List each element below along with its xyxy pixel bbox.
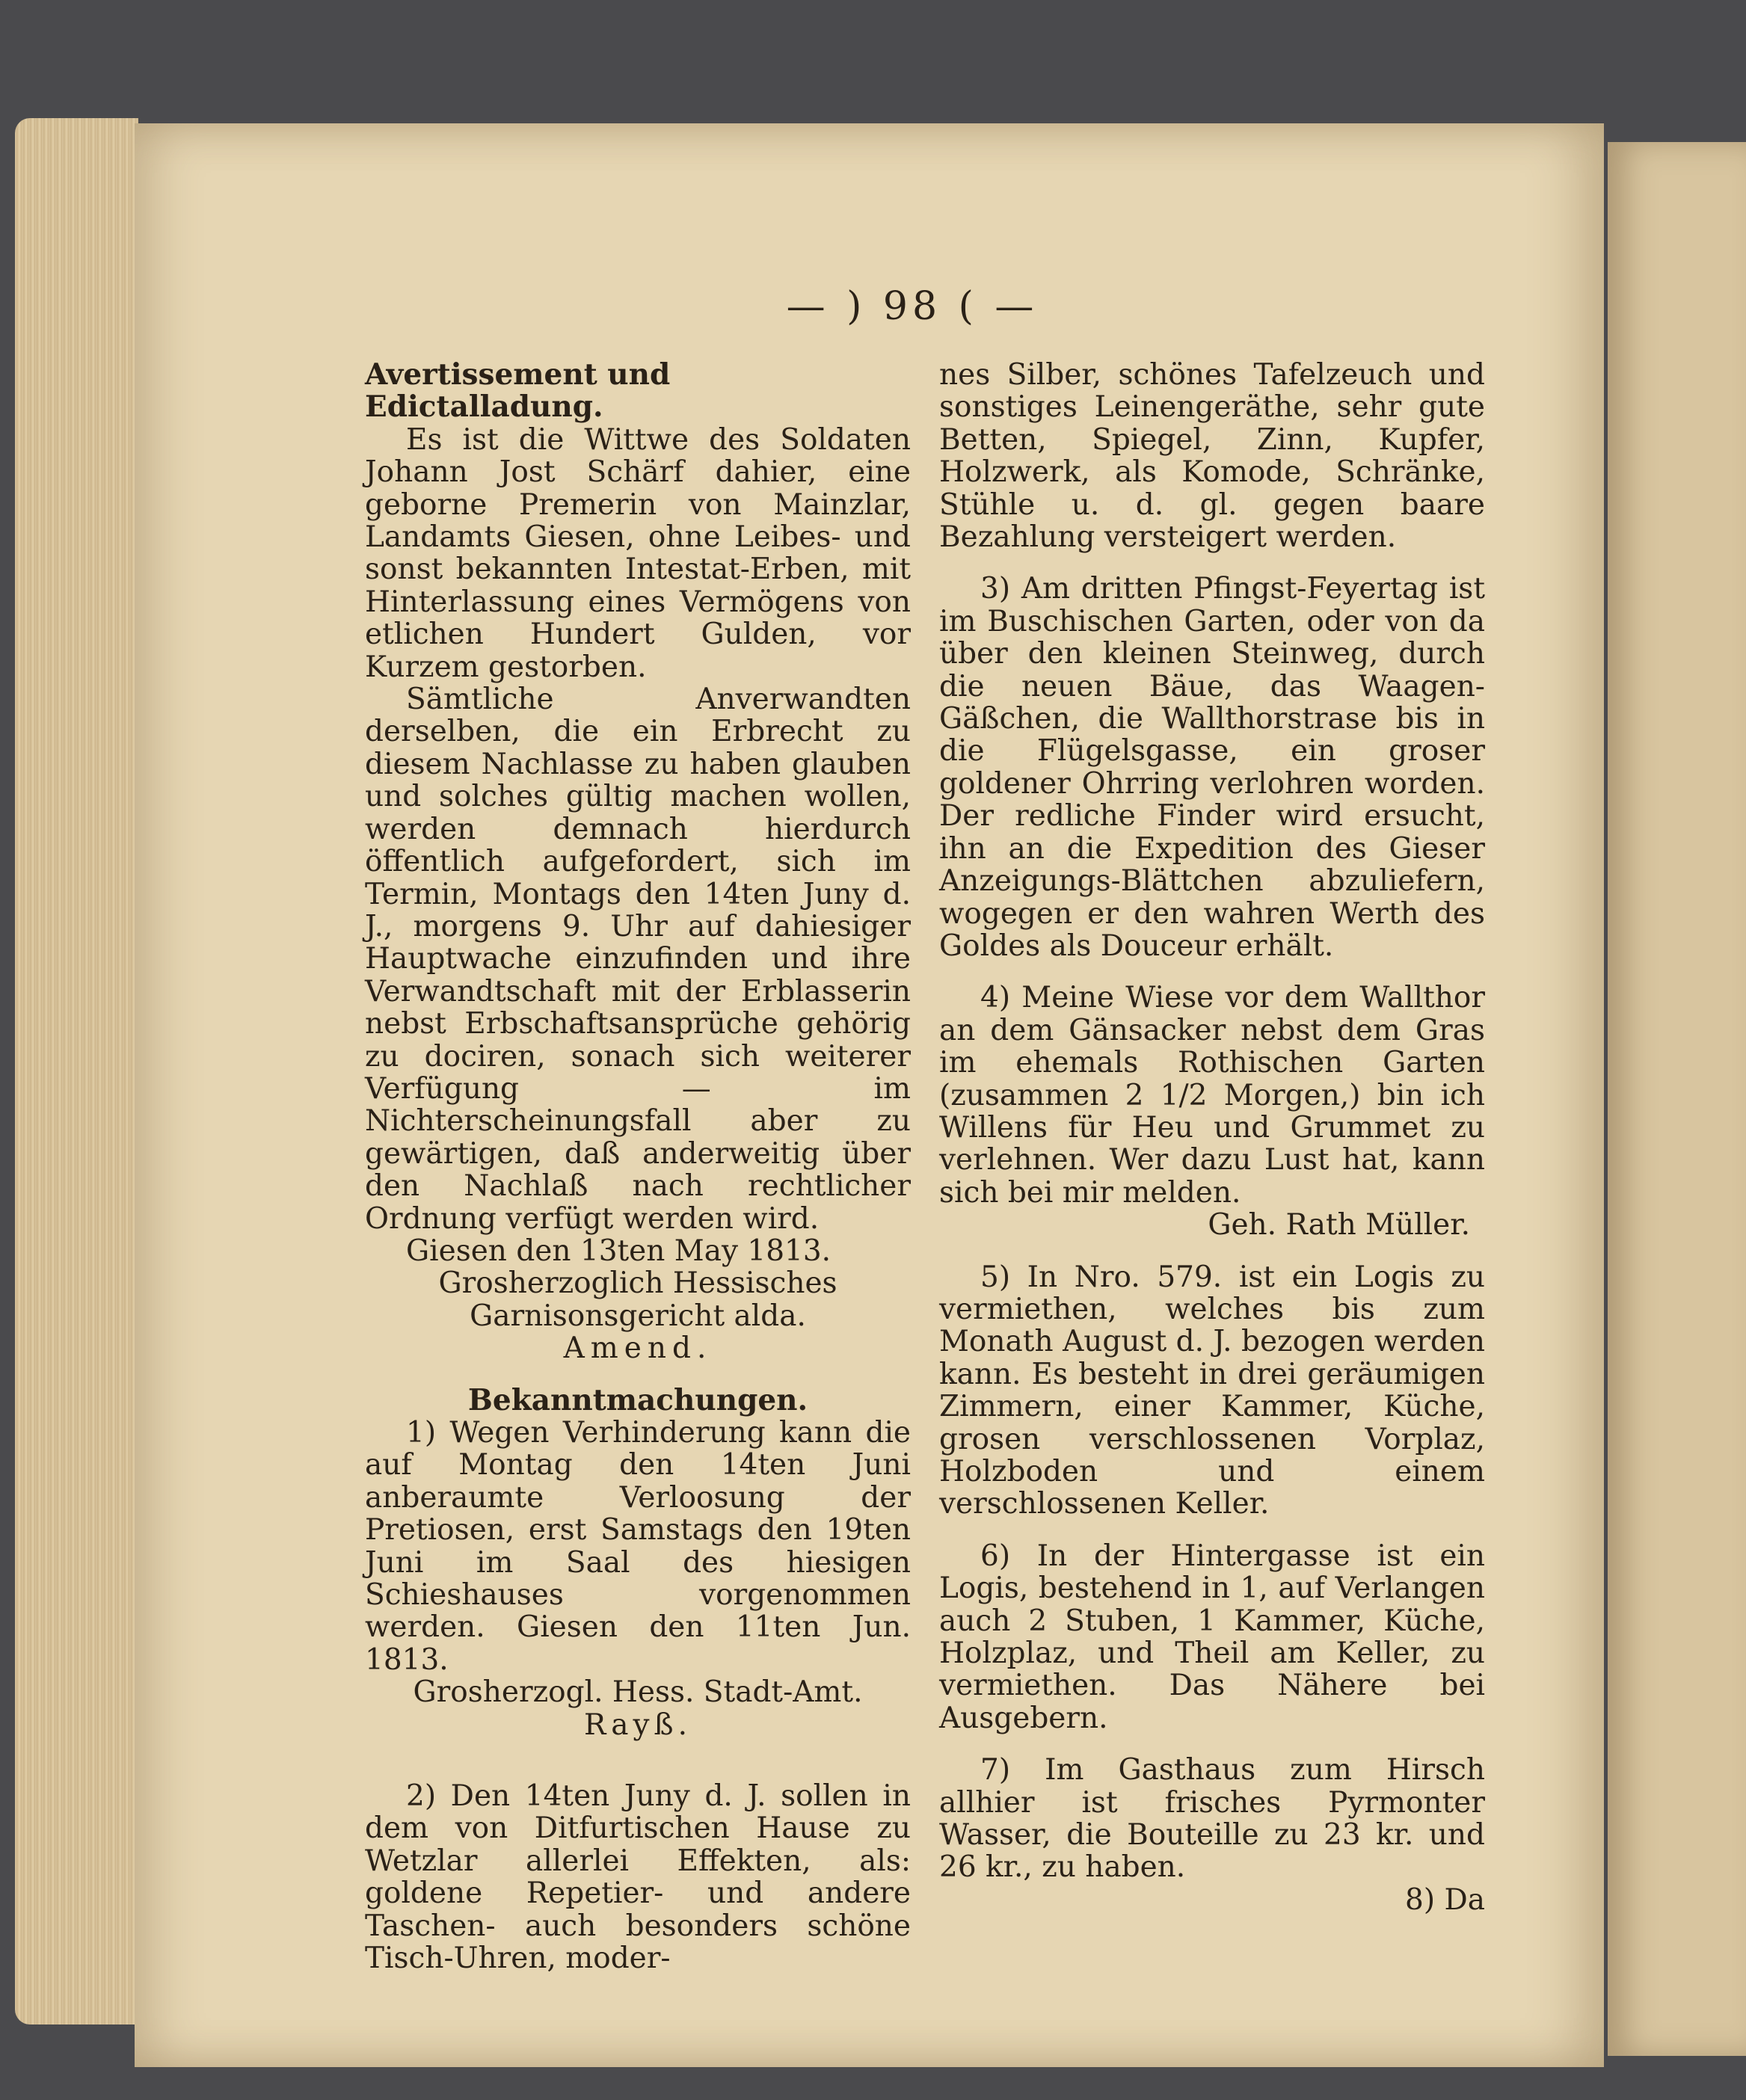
paragraph: Sämtliche Anverwandten derselben, die ein Erbrecht zu diesem Nachlasse zu haben glauben und solches gültig machen wollen, werden demnach hierdurch öffentlich aufgefordert, sich im Termin, Montags den 14ten Juny d. J., morgens 9. Uhr auf dahiesiger Hauptwache einzufinden und ihre Verwandtschaft mit der Erblasserin nebst Erbschaftsansprüche gehörig zu dociren, sonach sich weiterer Verfügung — im Nichterscheinungsfall aber zu gewärtigen, daß anderweitig über den Nachlaß nach rechtlicher Ordnung verfügt werden wird. <box>365 683 911 1236</box>
page-number: — ) 98 ( — <box>786 284 1039 329</box>
notice-7: 7) Im Gasthaus zum Hirsch allhier ist frisches Pyrmonter Wasser, die Bouteille zu 23 kr. und 26 kr., zu haben. <box>939 1753 1485 1885</box>
signature-name: Amend. <box>563 1331 713 1366</box>
signature-stadtamt: Grosherzogl. Hess. Stadt-Amt. <box>413 1675 863 1710</box>
heading-avertissement: Avertissement und Edictalladung. <box>365 357 671 425</box>
signature-name: Rayß. <box>584 1708 692 1742</box>
notice-1: 1) Wegen Verhinderung kann die auf Montag den 14ten Juni anberaumte Verloosung der Pretiosen, erst Samstags den 19ten Juni im Saal des hiesigen Schieshauses vorgenommen werden. Giesen den 11ten Jun. 1813. <box>365 1416 911 1677</box>
paragraph: Es ist die Wittwe des Soldaten Johann Jost Schärf dahier, eine geborne Premerin von Mainzlar, Landamts Giesen, ohne Leibes- und sonst bekannten Intestat-Erben, mit Hinterlassung eines Vermögens von etlichen Hundert Gulden, vor Kurzem gestorben. <box>365 422 911 684</box>
notice-5: 5) In Nro. 579. ist ein Logis zu vermiethen, welches bis zum Monath August d. J. bezogen werden kann. Es besteht in drei geräumigen Zimmern, einer Kammer, Küche, grosen verschlossenen Vorplaz, Holzboden und einem verschlossenen Keller. <box>939 1260 1485 1521</box>
notice-4: 4) Meine Wiese vor dem Wallthor an dem Gänsacker nebst dem Gras im ehemals Rothischen Garten (zusammen 2 1/2 Morgen,) bin ich Willens für Heu und Grummet zu verlehnen. Wer dazu Lust hat, kann sich bei mir melden. <box>939 981 1485 1210</box>
heading-bekanntmachungen: Bekanntmachungen. <box>467 1382 808 1417</box>
date-line: Giesen den 13ten May 1813. <box>406 1234 831 1268</box>
signature-mueller: Geh. Rath Müller. <box>1208 1208 1470 1243</box>
book-page-edges <box>15 118 138 2024</box>
notice-6: 6) In der Hintergasse ist ein Logis, bestehend in 1, auf Verlangen auch 2 Stuben, 1 Kammer, Küche, Holzplaz, und Theil am Keller, zu vermiethen. Das Nähere bei Ausgebern. <box>939 1539 1485 1735</box>
notice-2-continued: nes Silber, schönes Tafelzeuch und sonstiges Leinengeräthe, sehr gute Betten, Spiegel, Zinn, Kupfer, Holzwerk, als Komode, Schränke, Stühle u. d. gl. gegen baare Bezahlung versteigert werden. <box>939 358 1485 555</box>
left-column <box>365 359 911 1975</box>
notice-3: 3) Am dritten Pfingst-Feyertag ist im Buschischen Garten, oder von da über den kleinen Steinweg, durch die neuen Bäue, das Waagen-Gäßchen, die Wallthorstrase bis in die Flügelsgasse, ein groser goldener Ohrring verlohren worden. Der redliche Finder wird ersucht, ihn an die Expedition des Gieser Anzeigungs-Blättchen abzuliefern, wogegen er den wahren Werth des Goldes als Douceur erhält. <box>939 572 1485 963</box>
signature-court: Grosherzoglich Hessisches Garnisonsgericht alda. <box>438 1266 837 1333</box>
catchword: 8) Da <box>1405 1882 1485 1917</box>
facing-page <box>1608 142 1746 2056</box>
notice-2: 2) Den 14ten Juny d. J. sollen in dem von Ditfurtischen Hause zu Wetzlar allerlei Effekten, als: goldene Repetier- und andere Taschen- auch besonders schöne Tisch-Uhren, moder- <box>365 1779 911 1976</box>
right-column <box>939 359 1485 1916</box>
